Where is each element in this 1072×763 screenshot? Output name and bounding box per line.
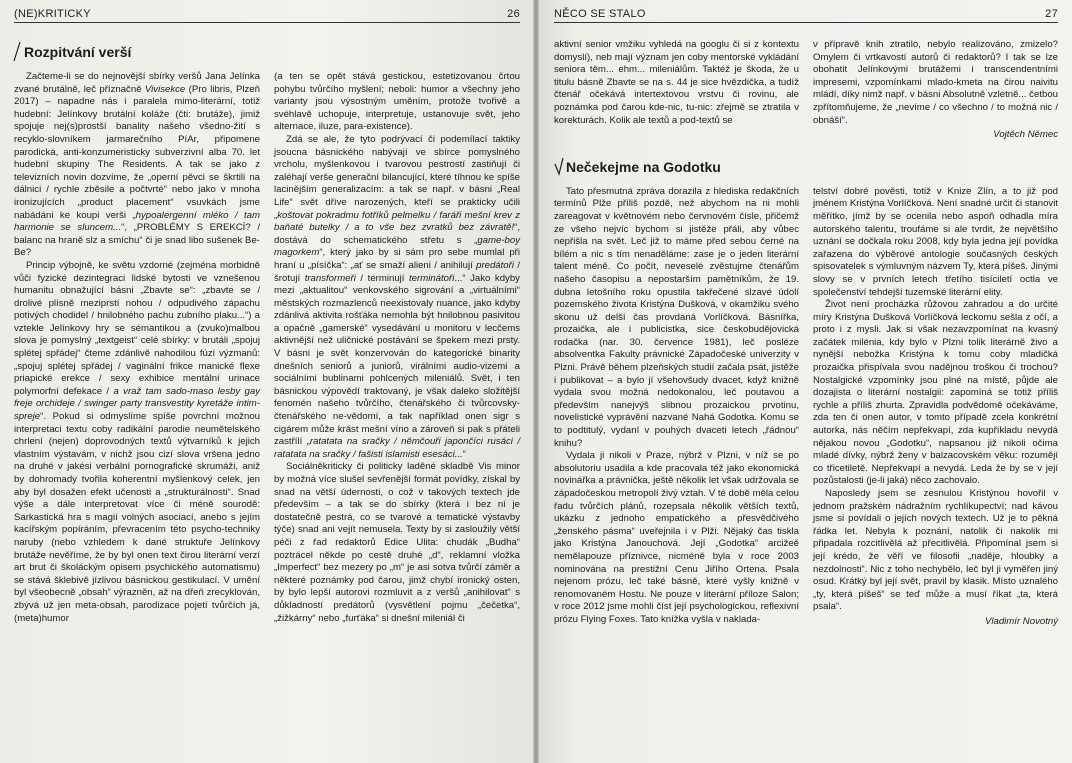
book-gutter <box>533 0 539 763</box>
page-number: 26 <box>507 8 520 20</box>
right-page <box>536 0 1072 763</box>
paragraph: (a ten se opět stává gestickou, estetizovanou črtou pohybu tvůrčího myšlení; neboli: humor a všechny jeho varianty jsou výsostným uměním, protože tvořivě a svéhlavě uchopuje, interpretuje, ustanovuje svět, jeho alternace, iluze, para-existence). <box>274 71 520 133</box>
article-columns <box>14 71 520 625</box>
column-2 <box>813 39 1058 142</box>
article-columns <box>554 186 1058 629</box>
author-signature: Vojtěch Němec <box>993 129 1058 141</box>
continued-columns <box>554 39 1058 142</box>
running-head <box>554 8 1058 23</box>
article-title: Nečekejme na Godotku <box>566 158 721 175</box>
paragraph: Sociálněkriticky či politicky laděné skladbě Vis minor by možná více slušel sevřenější formát povídky, získal by snad na větší údernosti, o což v takových textech jde především – a tak se do sbírky (která i bez ní je dostatečně pestrá, co se tvarové a tematické výstavby týče) snad ani vejít nemusela. Texty by si zasloužily větší péči z řad redaktorů Edice Ulita: chudák „Budha“ poztrácel někde po cestě druhé „d“, reklamní vložka „Imperfect“ bez mezery po „m“ je asi sotva tvůrčí záměr a některé poznámky pod čarou, jimž chybí ironický osten, by bylo lepší autorovi rozmluvit a z veršů „anihilovat“ s důkladností predátorů (vysvětlení pojmu „čečetka“, „žižkárny“ nebo „furťáka“ si dnešní mileniál či <box>274 461 520 624</box>
author-signature: Vladimír Novotný <box>984 615 1058 627</box>
section-title: NĚCO SE STALO <box>554 8 646 20</box>
paragraph: Život není procházka růžovou zahradou a do určité míry Kristýna Dušková Vorlíčková leckomu sešla z očí, a proto i z mysli. Jak si však nezavzpomínat na kvasný začátek milénia, kdy bylo v Plzni tolik literárně živo a nynější nebožka Kristýna k tomu coby mladičká prozaička přispívala svou nadějnou troškou či trochou? Nostalgické vzpomínky jsou plné na místě, půjde ale dozajista o literární nostalgii: zapomíná se totiž příliš rychle a příliš zhurta. Zpravidla podvědomě očekáváme, zda ten či onen autor, v tomto případě zcela konkrétní autorka, nás něčím nepřekvapí, zda kupříkladu nevydá nějakou novou „Godotku“, napsanou již nikoli očima mladé dívky, nýbrž ženy v balzacovském věku: rozumějí co třicetiletě. Nepřekvapí a nevydá. Leda že by se v její pozůstalosti (je-li jaká) něco zachovalo. <box>813 299 1058 487</box>
article-heading <box>554 156 1058 178</box>
running-head <box>14 8 520 23</box>
paragraph: Začteme-li se do nejnovější sbírky veršů Jana Jelínka zvané brutálně, leč příznačně Vivisekce (Pro libris, Plzeň 2017) – napadne nás i paralela mimo-literární, totiž hudební: Jelínkovy brutální koláže (čti: brutáže), jimiž spojuje nej(s)prostší banality našeho všedno-žití s recyklo-slovníkem jarmarečního PíAr, připomene parodická, anti-konzumeristicky subverzivní alba 70. let hudební skupiny The Residents. A tak se jako z televizních novin dozvíme, že „operní pěvci se škrtili na dálnici / rychle zběsile a počtvrté“ nebo jako v mnoha ironizujících „product placement“ vsuvkách jsme nabádáni ke koupi verši „hypoalergenní mléko / tam harmonie se sluncem...“, „PROBLÉMY S EREKCÍ? / balanc na hraně slz a smíchu“ či je snad libo sušenek Be-Be? <box>14 71 260 259</box>
paragraph: telství dobré pověsti, totiž v Knize Zlín, a to již pod jménem Kristýna Vorlíčková. Není snadné určit či stanovit měřítko, jímž by se ocenila nebo aspoň odhadla míra autorského talentu, troufáme si ale tvrdit, že největšího uznání se dočkala roku 2008, kdy byla jedna její povídka zařazena do výběrové antologie současných českých spisovatelek s výmluvným názvem Ty, která píšeš. Jinými slovy se v prvních letech třetího tisíciletí octla ve společenství tehdejší tuzemské literární elity. <box>813 185 1058 298</box>
column-1 <box>554 186 799 629</box>
section-title: (NE)KRITICKY <box>14 8 91 20</box>
paragraph: Tato přesmutná zpráva dorazila z hlediska redakčních termínů Plže příliš pozdě, než abychom na ni mohli zareagovat v květnovém nebo červnovém čísle, přičemž ze všeho nejvíc bychom si jistěže přáli, aby vůbec nepřišla na svět. Leč již to máme před sebou černé na bílém a nic s tím nenaděláme: zase je o jeden literární talent méně. Co počít, neveselé zvěstujme čtenářům našeho časopisu a nepostarším pamětníkům, že 19. dubna letošního roku opustila takřečené slzavé údolí pozemského života Kristýna Dušková, v okamžiku svého skonu už delší čas provdaná Vorlíčková. Básnířka, prozaička, ale i publicistka, sice českobudějovická rodačka (nar. 30. července 1981), leč posléze absolventka Fakulty právnické Západočeské univerzity v Plzni. Právě během plzeňských studií začala psát, jistěže i publikovat – a bylo jí všehovšudy dvacet, když knižně vydala svou možná nedokonalou, leč poutavou a především nanejvýš slibnou prozaickou prvotinu, novelistické vyprávění nazvané Nahá Godotka. Komu se to podtitulý, vydaní v pouhých dvaceti letech „řádnou“ knihu? <box>554 185 799 449</box>
column-2 <box>813 186 1058 629</box>
paragraph: Princip výbojně, ke světu vzdorné (zejména morbidně vůči fyzické dezintegraci lidské bytosti ve vznešenou humanitu obnažující básni „Zbavte se“: „zbavte se / drolivé plísně meziprstí nohou / odpudivého zápachu potivých chodidel / hnilobného pachu zubního plaku...“) a vztekle Jelínkovy hry se sémantikou a (zvuko)malbou slova je pomyslný „textgeist“ celé sbírky: v brutáli „spojuj splétej spřádej“ čteme zdánlivě nahodilou fúzi výzmanů: „spojuj splétej spřádej / vaginální frikce manické flexe priapické erekce / sexy exhibice mentální urinace polymorfní defekace / a vraž tam sado-maso lesby gay freje orchideje / swinger party transvestity kyretáže intim-spreje“. Pokud si odmyslíme spíše povrchní možnou interpretaci textu coby radikální parodie neumětelského chrlení (nejen) doprovodných textů výtvarníků k jejich vlastním výstavám, v nichž jsou cizí slova vršena jedno na druhé v jakési verbální pornografické skrumáži, aniž by dohromady tvořila koherentní myšlenkový celek, jen aby byl dosažen efekt učenosti a „strukturálnosti“. Snad výše a dále interpretovat více či méně sourodě: Sarkastická hra s magií volných asociací, anebo s jejím kacířským popíráním, převracením této psycho-techniky naruby (nebo vzhledem k dané struktuře Jelínkovy brutáže nevěříme, že by byl onen text čirou literární verzí art brut či školáckým opisem psychického automatismu) se stává šklebivě jízlivou básnickou gestikulací. V umění byl všeobecně „obsah“ výrazněn, až na dřeň zrecyklován, zbývá už jen meta-obsah, parodizace pojetí tvůrčích já, (meta)humor <box>14 259 260 624</box>
article-title: Rozpitvání verší <box>24 44 132 60</box>
paragraph: v přípravě knih ztratilo, nebylo realizováno, zmizelo? Omylem či vrtkavostí autorů či redaktorů? I tak se lze obohatit Jelínkovými brutážemi i transcendentními impresemi, vzpomínkami mlado-kmeta na čirou naivitu mládí, díky nimž např. v básni Absolutně vzletně... četbou zpřítomňujeme, že „nevíme / co všechno / to možná nic / obnáší“. <box>813 39 1058 126</box>
column-1 <box>554 39 799 142</box>
paragraph: Vydala ji nikoli v Praze, nýbrž v Plzni, v níž se po absolutoriu usadila a kde pracovala též jako ekonomická novinářka a právnička, ještě několik let však udržovala se západočeskou metropolí živý vztah. V té době měla celou řadu tvůrčích plánů, rozepsala několik větších textů, ukázku z jednoho empatického a přesvědčivého „ženského pásma“ uveřejnila i v Plži. Nějaký čas tiskla jako Kristýna Janouchová. Její „Godotka“ arcižeě nemělapouze příznivce, nicméně byla v roce 2003 nominována na prestižní Cenu Jiřího Ortena. Psala nejenom prózu, leč také básně, které vyšly knižně v renomovaném Hostu. Ne pouze v literární příloze Salon; v roce 2012 jsme mohli číst její psychologickou, reflexivní prózu Flying Foxes. Tato knížka vyšla v naklada- <box>554 450 799 625</box>
paragraph: Zdá se ale, že tyto podrývací či podemílací taktiky jsoucna básnického nabývají ve sbírce pomyslného vrcholu, myšlenkovou i tvarovou pestrostí zastiňují či zaléhají verše generační bilancující, které tíhnou ke spíše lacinějším generalizacím: a tak se např. v básni „Real Life“ svět dříve narozených, kteří se prakticky učili „koštovat pokradmu fotříků pelmelku / faráři mešní krev z baňaté butelky / a to vše bez zvratků bez závratě!“, dostává do schematického střetu s „game-boy magorkem“, který jako by si sám pro sebe mumlal při hraní u „písíčka“: „ať se smaží alieni / anihilují predátoři / šrotují transformeři / terminují terminátoři...“ Jako kdyby mezi „aktualitou“ venkovského sigrování a „virtuálními“ městských rozmazlenců neexistovaly nuance, jako kdyby zdánlivá aktivita rošťáka nemohla být hnilobnou pasivitou a opačně „gamerské“ vysedávání u monitoru v lecčems aktivnější než uličnické postávání se špekem mezi prsty. V básni je svět konzervován do kategorické binarity dnešních seniorů a juniorů, virálními audio-vizemi a sociálními bublinami pohlcených mileniálů. Svět, i ten básnickou výpovědí traktovaný, je však daleko složitější fenomén našeho tvůrčího, čtenářského či tvůrcovsky-čtenářského ne-vědomí, a tak například onen sigr s cigárem může krást mešní víno a zároveň si pak s přáteli zastřílí „ratatata na sračky / němčouři japončíci rusáci / ratatata na sračky / fašisti islamisti esesáci...“ <box>274 133 520 460</box>
pencil-mark-icon <box>554 156 564 178</box>
article-heading <box>12 41 520 63</box>
pencil-mark-icon <box>12 41 22 63</box>
page-number: 27 <box>1045 8 1058 20</box>
column-1 <box>14 71 260 625</box>
paragraph: aktivní senior vmžiku vyhledá na googlu či si z kontextu domyslí), neb mají význam jen coby mentorské vykládání seniora těm... ehm... mileniálům. Taktéž je škoda, že u titulu básně Zbavte se na s. 44 je sice hvězdička, a tudíž čtenář očekává intertextovou vrstvu či rovinu, ale poznámka pod čarou kde-nic, tu-nic: zřejmě se ztratila v korekturách. Kolik ale textů a pod-textů se <box>554 39 799 126</box>
column-2 <box>274 71 520 625</box>
paragraph: Naposledy jsem se zesnulou Kristýnou hovořil v jednom pražském nádražním rychlíkupectví; nad kávou jsme si povídali o jejích nových textech. Už je to pěkná řádka let. Nebyla k poznání, natolik či nakolik mi připadala rozcitlivělá až přecitlivělá. Připomínal jsem si její krédo, že věří ve filosofii „naděje, hloubky a nezdolnosti“. Nic z toho nechybělo, leč byl ji vyměřen jiný osud. Krátký byl její svět, pravil by klasik. Místo uznalého „ty, která píšeš“ se teď může a musí říkat „ta, která psala“. <box>813 488 1058 613</box>
